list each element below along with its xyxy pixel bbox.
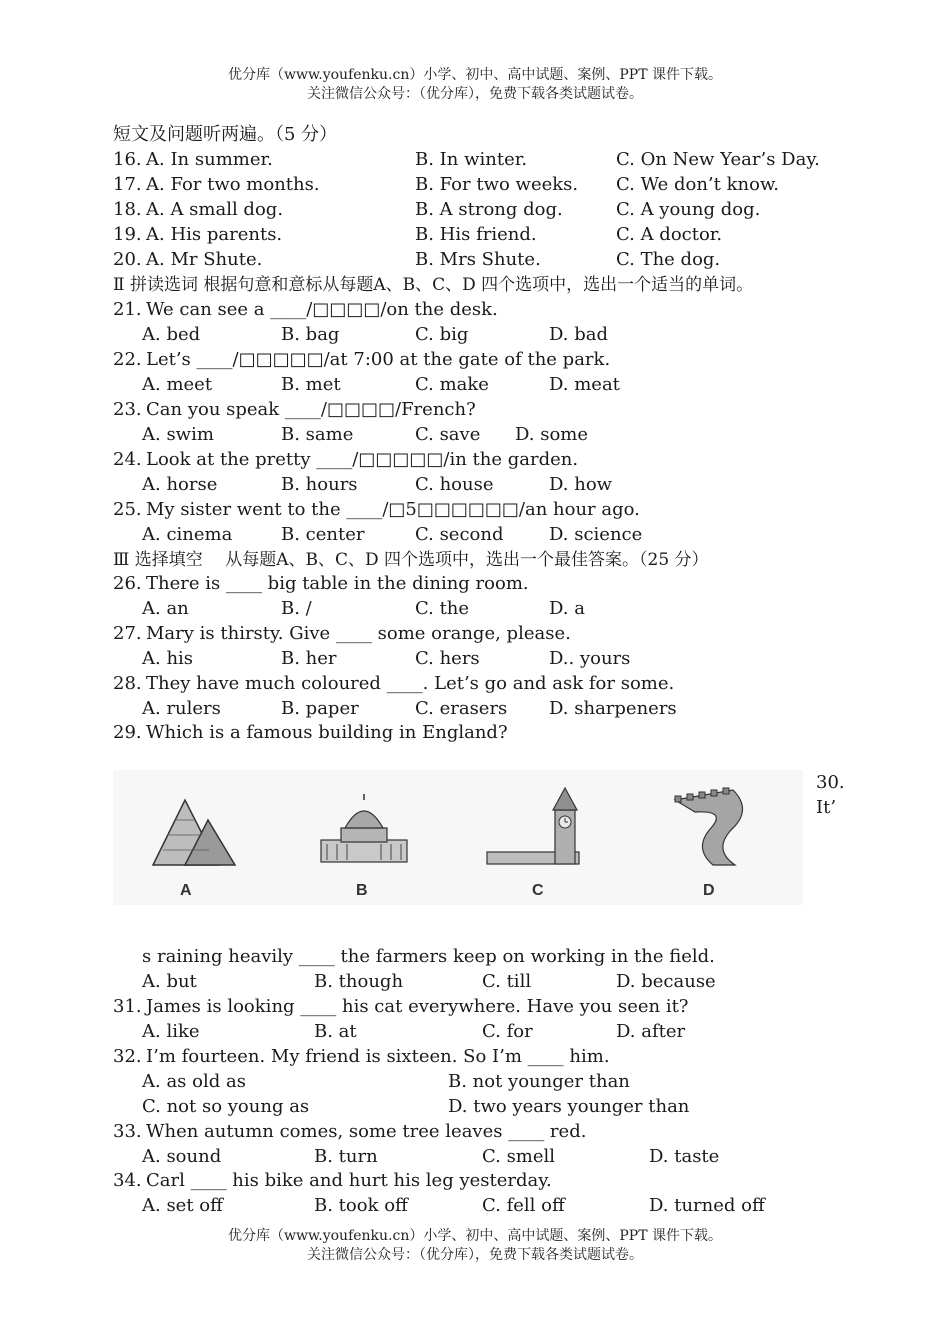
question-number: 26.: [113, 573, 142, 594]
question-stem: There is ____ big table in the dining room.: [146, 573, 529, 594]
clock-tower-icon: [487, 788, 579, 864]
option-c: C. second: [415, 524, 504, 545]
buildings-figure: [113, 770, 803, 905]
option-a: A. bed: [142, 324, 201, 345]
option-b: B. Mrs Shute.: [415, 249, 541, 270]
question-number: 32.: [113, 1046, 142, 1067]
page-footer: [0, 1227, 950, 1265]
footer-line-1: 优分库（www.youfenku.cn）小学、初中、高中试题、案例、PPT 课件下载。: [227, 1228, 722, 1244]
question-number: 25.: [113, 499, 142, 520]
question-stem: Mary is thirsty. Give ____ some orange, please.: [146, 623, 571, 644]
option-a: A. cinema: [142, 524, 233, 545]
question-number: 23.: [113, 399, 142, 420]
question-number: 29.: [113, 722, 142, 743]
option-c: C. make: [415, 374, 489, 395]
option-c: C. for: [482, 1021, 533, 1042]
option-c: C. house: [415, 474, 494, 495]
question-number: 21.: [113, 299, 142, 320]
header-line-2: 关注微信公众号：（优分库），免费下载各类试题试卷。: [307, 86, 643, 102]
question-stem: Carl ____ his bike and hurt his leg yesterday.: [146, 1170, 552, 1191]
question-number: 17.: [113, 174, 142, 195]
option-d: D. science: [549, 524, 643, 545]
option-a: A. an: [142, 598, 189, 619]
option-c: C. smell: [482, 1146, 556, 1167]
option-b: B. took off: [314, 1195, 408, 1216]
page-header: [0, 66, 950, 104]
option-c: C. the: [415, 598, 470, 619]
option-d: D.. yours: [549, 648, 631, 669]
option-d: D. some: [515, 424, 589, 445]
option-d: D. because: [616, 971, 716, 992]
question-stem: Look at the pretty ____/□□□□□/in the garden.: [146, 449, 579, 470]
question-stem: Can you speak ____/□□□□/French?: [146, 399, 476, 420]
question-stem: Let’s ____/□□□□□/at 7:00 at the gate of the park.: [146, 349, 611, 370]
header-line-1: 优分库（www.youfenku.cn）小学、初中、高中试题、案例、PPT 课件下载。: [227, 67, 722, 83]
question-number: 18.: [113, 199, 142, 220]
option-b: B. though: [314, 971, 404, 992]
option-d: D. after: [616, 1021, 686, 1042]
option-d: D. how: [549, 474, 613, 495]
option-c: C. erasers: [415, 698, 508, 719]
option-b: B. at: [314, 1021, 357, 1042]
option-a: A. his: [142, 648, 194, 669]
option-d: D. turned off: [649, 1195, 765, 1216]
option-c: C. A doctor.: [616, 224, 723, 245]
option-b: B. met: [281, 374, 341, 395]
question-stem: James is looking ____ his cat everywhere. Have you seen it?: [146, 996, 689, 1017]
option-c: C. big: [415, 324, 469, 345]
question-stem: When autumn comes, some tree leaves ____ red.: [146, 1121, 587, 1142]
great-wall-icon: [675, 788, 743, 865]
option-b: B. not younger than: [448, 1071, 630, 1092]
question-stem: We can see a ____/□□□□/on the desk.: [146, 299, 498, 320]
question-number: 19.: [113, 224, 142, 245]
question-number: 16.: [113, 149, 142, 170]
option-b: B. same: [281, 424, 354, 445]
option-a: A. Mr Shute.: [146, 249, 263, 270]
question-stem: Which is a famous building in England?: [146, 722, 508, 743]
question-stem: They have much coloured ____. Let’s go and ask for some.: [146, 673, 675, 694]
section-2-heading: Ⅱ 拼读选词 根据句意和意标从每题A、B、C、D 四个选项中，选出一个适当的单词。: [113, 275, 754, 295]
q30-start: It’: [816, 797, 837, 818]
option-a: A. A small dog.: [146, 199, 284, 220]
question-stem: s raining heavily ____ the farmers keep on working in the field.: [142, 946, 715, 967]
option-c: C. not so young as: [142, 1096, 310, 1117]
buildings-illustration: [113, 770, 803, 905]
option-a: A. like: [142, 1021, 200, 1042]
question-number: 34.: [113, 1170, 142, 1191]
pyramid-icon: [153, 800, 235, 865]
option-d: D. two years younger than: [448, 1096, 690, 1117]
option-a: A. sound: [142, 1146, 222, 1167]
question-number: 20.: [113, 249, 142, 270]
question-number: 24.: [113, 449, 142, 470]
option-a: A. horse: [142, 474, 218, 495]
figure-label-d: D: [703, 882, 715, 899]
option-d: D. a: [549, 598, 585, 619]
option-a: A. but: [142, 971, 197, 992]
question-number: 27.: [113, 623, 142, 644]
option-d: D. taste: [649, 1146, 720, 1167]
option-b: B. turn: [314, 1146, 378, 1167]
option-a: A. as old as: [142, 1071, 246, 1092]
option-b: B. In winter.: [415, 149, 528, 170]
option-b: B. center: [281, 524, 365, 545]
option-c: C. hers: [415, 648, 480, 669]
option-b: B. her: [281, 648, 337, 669]
option-a: A. rulers: [142, 698, 221, 719]
dome-building-icon: [321, 794, 407, 862]
listening-intro: 短文及问题听两遍。（5 分）: [113, 124, 338, 145]
option-c: C. We don’t know.: [616, 174, 779, 195]
option-a: A. In summer.: [146, 149, 273, 170]
footer-line-2: 关注微信公众号：（优分库），免费下载各类试题试卷。: [307, 1247, 643, 1263]
option-a: A. For two months.: [146, 174, 320, 195]
option-b: B. A strong dog.: [415, 199, 563, 220]
option-b: B. paper: [281, 698, 359, 719]
question-number: 28.: [113, 673, 142, 694]
option-c: C. save: [415, 424, 481, 445]
figure-label-c: C: [532, 882, 544, 899]
section-3-heading: Ⅲ 选择填空 从每题A、B、C、D 四个选项中，选出一个最佳答案。（25 分）: [113, 550, 709, 570]
option-b: B. hours: [281, 474, 358, 495]
option-b: B. For two weeks.: [415, 174, 579, 195]
option-c: C. till: [482, 971, 532, 992]
figure-label-a: A: [180, 882, 192, 899]
q30-number: 30.: [816, 772, 845, 793]
option-b: B. His friend.: [415, 224, 537, 245]
option-a: A. set off: [142, 1195, 223, 1216]
option-b: B. bag: [281, 324, 340, 345]
option-c: C. A young dog.: [616, 199, 761, 220]
question-number: 31.: [113, 996, 142, 1017]
option-d: D. meat: [549, 374, 620, 395]
question-stem: My sister went to the ____/□5□□□□□□/an hour ago.: [146, 499, 640, 520]
option-a: A. His parents.: [146, 224, 283, 245]
figure-label-b: B: [356, 882, 368, 899]
question-stem: I’m fourteen. My friend is sixteen. So I’m ____ him.: [146, 1046, 610, 1067]
option-a: A. swim: [142, 424, 214, 445]
option-b: B. /: [281, 598, 312, 619]
option-a: A. meet: [142, 374, 213, 395]
option-d: D. sharpeners: [549, 698, 677, 719]
option-d: D. bad: [549, 324, 609, 345]
question-number: 22.: [113, 349, 142, 370]
option-c: C. On New Year’s Day.: [616, 149, 820, 170]
option-c: C. The dog.: [616, 249, 721, 270]
option-c: C. fell off: [482, 1195, 565, 1216]
question-number: 33.: [113, 1121, 142, 1142]
